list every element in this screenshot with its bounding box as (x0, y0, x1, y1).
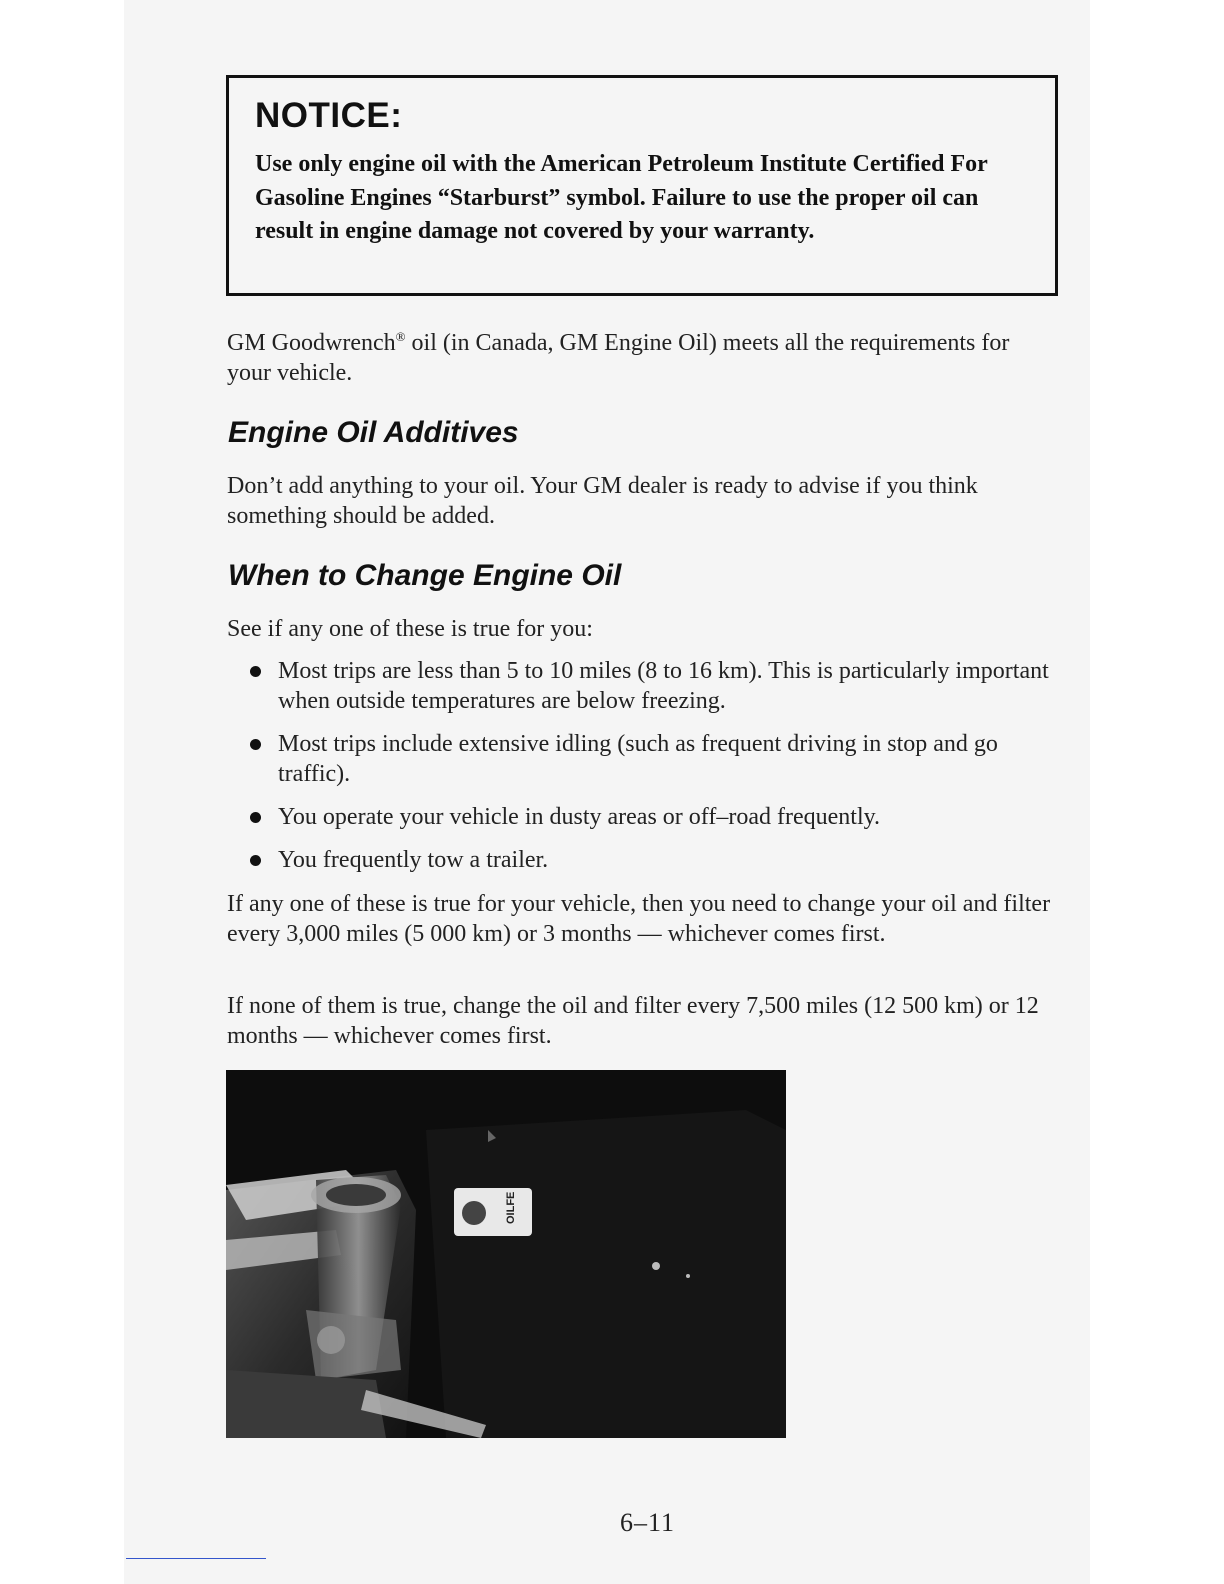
notice-title: NOTICE: (255, 96, 403, 135)
intro-rest: oil (in Canada, GM Engine Oil) meets all the requirements for your vehicle. (227, 330, 1010, 386)
bullet-icon (250, 739, 261, 750)
change-paragraph-2: If none of them is true, change the oil and filter every 7,500 miles (12 500 km) or 12 months — whichever comes first. (227, 993, 1039, 1049)
list-item-text: You frequently tow a trailer. (278, 847, 549, 873)
engine-photo (226, 1070, 786, 1438)
footer-divider (126, 1558, 266, 1559)
intro-brand: GM Goodwrench (227, 330, 396, 356)
page-number: 6–11 (620, 1508, 676, 1537)
list-item-text: Most trips are less than 5 to 10 miles (8 to 16 km). This is particularly important when outside temperatures are below freezing. (278, 658, 1049, 714)
bullet-icon (250, 812, 261, 823)
intro-paragraph (227, 328, 1057, 388)
bullet-icon (250, 855, 261, 866)
list-item (245, 845, 1065, 875)
list-item (245, 729, 1065, 789)
change-lead: See if any one of these is true for you: (227, 616, 593, 642)
additives-paragraph: Don’t add anything to your oil. Your GM dealer is ready to advise if you think something should be added. (227, 473, 978, 529)
notice-text: Use only engine oil with the American Petroleum Institute Certified For Gasoline Engines “Starburst” symbol. Failure to use the proper oil can result in engine damage not covered by your warranty. (255, 151, 988, 244)
change-paragraph-1: If any one of these is true for your vehicle, then you need to change your oil and filter every 3,000 miles (5 000 km) or 3 months — whichever comes first. (227, 891, 1051, 947)
notice-box (226, 75, 1058, 296)
bullet-icon (250, 666, 261, 677)
change-heading: When to Change Engine Oil (228, 559, 622, 592)
oil-cap-text: OILFE (505, 1191, 517, 1224)
registered-mark: ® (395, 329, 406, 344)
list-item-text: Most trips include extensive idling (such as frequent driving in stop and go traffic). (278, 731, 998, 787)
list-item (245, 802, 1065, 832)
engine-photo-illustration (226, 1070, 786, 1438)
additives-heading: Engine Oil Additives (228, 416, 519, 449)
list-item (245, 656, 1065, 716)
list-item-text: You operate your vehicle in dusty areas or off–road frequently. (278, 804, 881, 830)
conditions-list (245, 656, 1065, 888)
